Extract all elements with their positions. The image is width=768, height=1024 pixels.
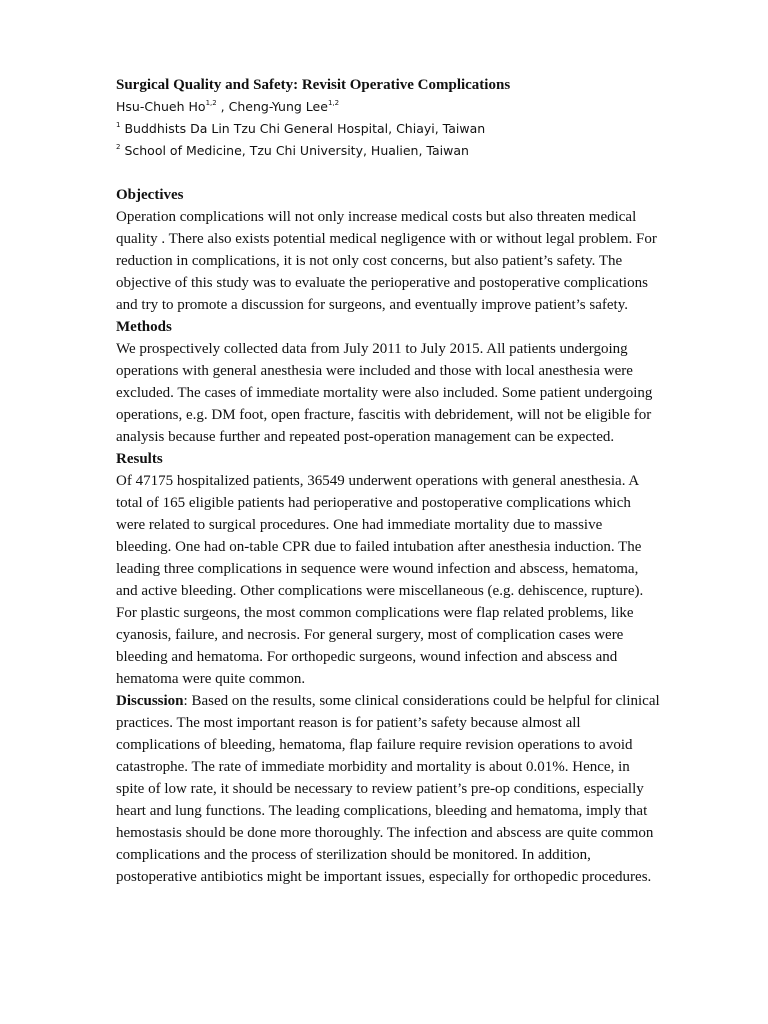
- objectives-heading: Objectives: [116, 187, 184, 203]
- discussion-text: : Based on the results, some clinical considerations could be helpful for clinical practices. The most important reason is for patient’s safety because almost all complications of bleeding, hematoma, flap failure require revision operations to avoid catastrophe. The rate of immediate morbidity and mortality is about 0.01%. Hence, in spite of low rate, it should be necessary to review patient’s pre-op conditions, especially heart and lung functions. The leading complications, bleeding and hematoma, imply that hemostasis should be done more thoroughly. The infection and abscess are quite common complications and the process of sterilization should be monitored. In addition, postoperative antibiotics might be important issues, especially for orthopedic procedures.: [116, 693, 660, 885]
- author-separator: ,: [216, 99, 229, 114]
- affiliation-1: [116, 118, 661, 140]
- results-heading: Results: [116, 451, 163, 467]
- methods-text: We prospectively collected data from July 2011 to July 2015. All patients undergoing operations with general anesthesia were included and those with local anesthesia were excluded. The cases of immediate mortality were also included. Some patient undergoing operations, e.g. DM foot, open fracture, fascitis with debridement, will not be eligible for analysis because further and repeated post-operation management can be expected.: [116, 341, 653, 445]
- objectives-text: Operation complications will not only increase medical costs but also threaten medical quality . There also exists potential medical negligence with or without legal problem. For reduction in complications, it is not only cost concerns, but also patient’s safety. The objective of this study was to evaluate the perioperative and postoperative complications and try to promote a discussion for surgeons, and eventually improve patient’s safety.: [116, 209, 657, 313]
- results-text: Of 47175 hospitalized patients, 36549 underwent operations with general anesthesia. A total of 165 eligible patients had perioperative and postoperative complications which were related to surgical procedures. One had immediate mortality due to massive bleeding. One had on-table CPR due to failed intubation after anesthesia induction. The leading three complications in sequence were wound infection and abscess, hematoma, and active bleeding. Other complications were miscellaneous (e.g. dehiscence, rupture). For plastic surgeons, the most common complications were flap related problems, like cyanosis, failure, and necrosis. For general surgery, most of complication cases were bleeding and hematoma. For orthopedic surgeons, wound infection and abscess and hematoma were quite common.: [116, 473, 644, 687]
- affiliation-text-2: School of Medicine, Tzu Chi University, Hualien, Taiwan: [124, 143, 469, 158]
- author-line: [116, 96, 661, 118]
- discussion-heading: Discussion: [116, 693, 184, 709]
- abstract-page: [116, 74, 661, 888]
- affiliation-2: [116, 140, 661, 162]
- methods-heading: Methods: [116, 319, 172, 335]
- author-affiliation-sup-2: 1,2: [327, 99, 340, 107]
- spacer: [116, 162, 661, 184]
- affiliation-marker-2: 2: [116, 143, 121, 151]
- author-name-2: Cheng-Yung Lee: [228, 99, 328, 114]
- discussion-paragraph: [116, 690, 661, 888]
- author-affiliation-sup-1: 1,2: [205, 99, 217, 107]
- author-name-1: Hsu-Chueh Ho: [116, 99, 206, 114]
- paper-title: Surgical Quality and Safety: Revisit Operative Complications: [116, 77, 511, 93]
- affiliation-marker-1: 1: [116, 121, 121, 129]
- affiliation-text-1: Buddhists Da Lin Tzu Chi General Hospital, Chiayi, Taiwan: [124, 121, 486, 136]
